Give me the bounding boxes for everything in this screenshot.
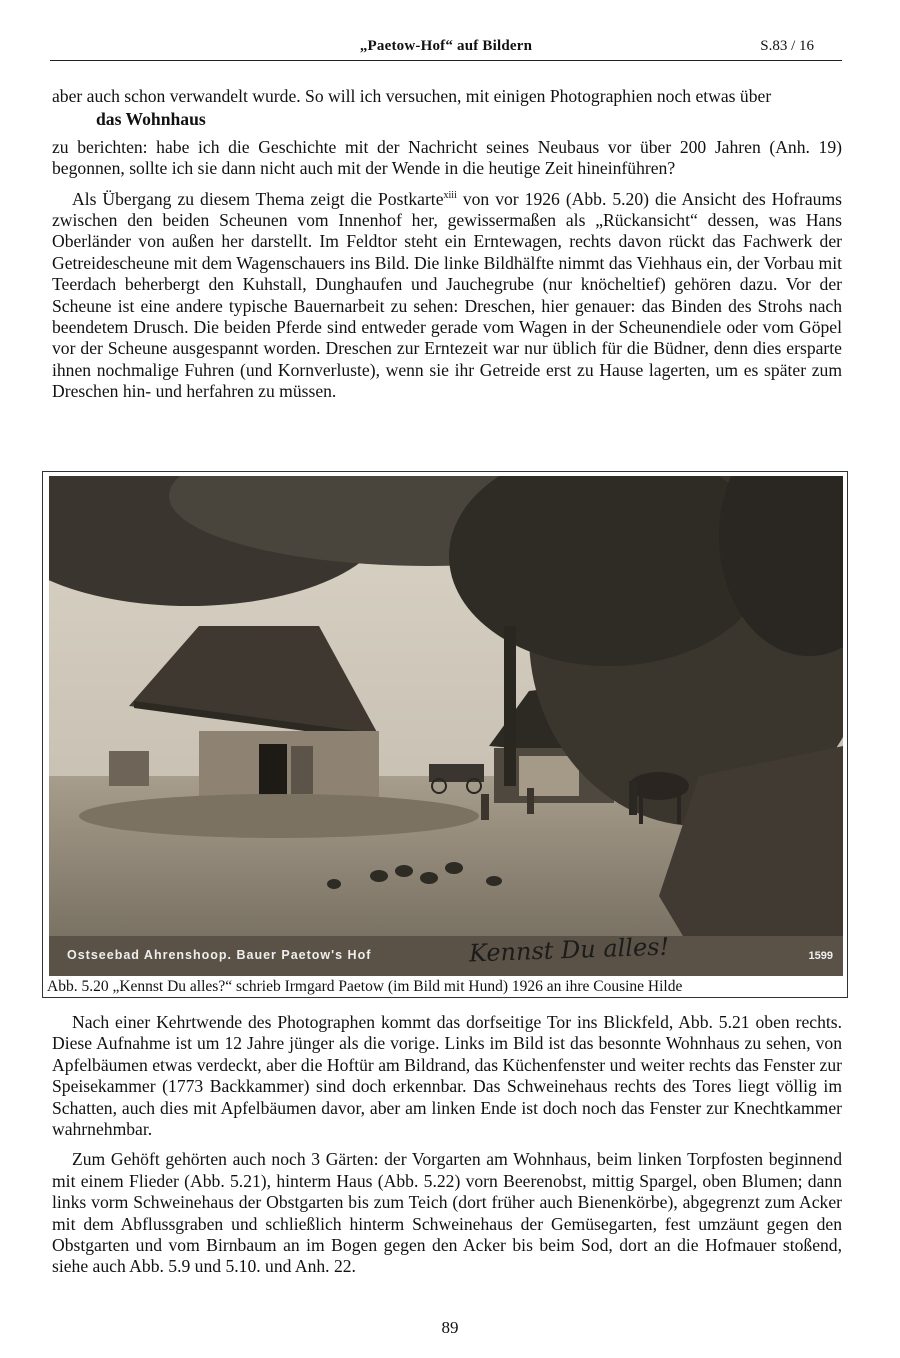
section-heading: das Wohnhaus — [96, 109, 206, 130]
paragraph-gate: Nach einer Kehrtwende des Photographen kommt das dorfseitige Tor ins Blickfeld, Abb. 5.21 oben rechts. Diese Aufnahme ist um 12 Jahre jünger als die vorige. Links im Bild ist das besonnte Wohnhaus zu sehen, von Apfelbäumen etwas verdeckt, aber die Hoftür am Bildrand, das Küchenfenster und weiter rechts das Fenster zur Speisekammer (1773 Backkammer) sind doch erkennbar. Das Schweinehaus rechts des Tores liegt völlig im Schatten, auch dies mit Apfelbäumen davor, aber am linken Ende ist doch noch das Fenster zur Knechtkammer wahrnehmbar. — [52, 1012, 842, 1140]
postcard-imprint: Ostseebad Ahrenshoop. Bauer Paetow's Hof — [67, 948, 372, 962]
paragraph-postcard-rest: von vor 1926 (Abb. 5.20) die Ansicht des Hofraums zwischen den beiden Scheunen vom Innenhof her, gewissermaßen als „Rückansicht“ dessen, was Hans Oberländer von außen her darstellt. Im Feldtor steht ein Erntewagen, rechts davon rückt das Fachwerk der Getreidescheune mit dem Wagenschauers ins Bild. Die linke Bildhälfte nimmt das Viehhaus ein, der Vorbau mit Teerdach beherbergt den Kuhstall, Dunghaufen und Jauchegrube (nur knöcheltief) gehören dazu. Vor der Scheune ist eine andere typische Bauernarbeit zu sehen: Dreschen, hier genauer: das Binden des Strohs nach beendetem Drusch. Die beiden Pferde sind entweder gerade vom Wagen in der Scheunendiele oder vom Göpel vor der Scheune ausgespannt worden. Dreschen zur Erntezeit war nur üblich für die Büdner, denn dies ersparte ihnen nochmalige Fuhren (und Kornverluste), wenn sie ihr Getreide erst zu Hause lagerten, um es später zum Dreschen hin- und herfahren zu müssen. — [52, 188, 843, 402]
page-number: 89 — [441, 1318, 459, 1337]
farmyard-photo-illustration — [49, 476, 843, 976]
postcard-number: 1599 — [808, 950, 833, 962]
footnote-marker: xiii — [443, 189, 457, 201]
intro-line: aber auch schon verwandelt wurde. So will ich versuchen, mit einigen Photographien noch etwas über — [52, 86, 772, 106]
figure-5-20 — [42, 471, 848, 998]
postcard-handwriting: Kennst Du alles! — [468, 932, 670, 968]
paragraph-postcard — [52, 189, 842, 403]
postcard-photo — [49, 476, 843, 976]
upper-text-block — [52, 86, 842, 403]
running-header — [50, 38, 842, 61]
header-page-reference: S.83 / 16 — [760, 38, 814, 54]
figure-caption: Abb. 5.20 „Kennst Du alles?“ schrieb Irmgard Paetow (im Bild mit Hund) 1926 an ihre Cousine Hilde — [47, 978, 683, 995]
paragraph-gardens: Zum Gehöft gehörten auch noch 3 Gärten: der Vorgarten am Wohnhaus, beim linken Torpfosten beginnend mit einem Flieder (Abb. 5.21), hinterm Haus (Abb. 5.22) vorn Beerenobst, mittig Spargel, oben Blumen; dann links vorm Schweinehaus der Obstgarten bis zum Teich (dort früher auch Bienenkörbe), abgegrenzt zum Acker mit dem Abflussgraben und schließlich hinterm Schweinehaus der Gemüsegarten, fest umzäunt gegen den Obstgarten und vom Birnbaum an im Bogen gegen den Acker bis beim Sod, dort an die Hofmauer stoßend, siehe auch Abb. 5.9 und 5.10. und Anh. 22. — [52, 1149, 842, 1277]
lower-text-block — [52, 1012, 842, 1278]
header-title: „Paetow-Hof“ auf Bildern — [359, 38, 533, 54]
paragraph-postcard-start: Als Übergang zu diesem Thema zeigt die Postkarte — [72, 188, 444, 209]
intro-continuation: zu berichten: habe ich die Geschichte mit der Nachricht seines Neubaus vor über 200 Jahren (Anh. 19) begonnen, sollte ich sie dann nicht auch mit der Wende in die heutige Zeit hineinführen? — [52, 136, 842, 179]
